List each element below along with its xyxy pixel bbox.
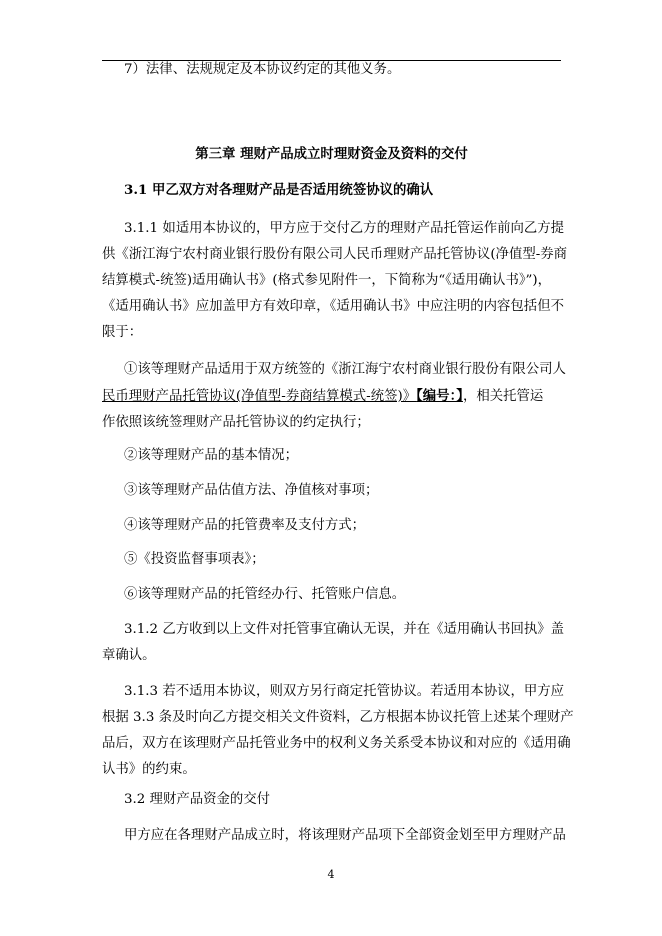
page-number: 4 [327, 868, 335, 881]
paragraph-3-2: 甲方应在各理财产品成立时，将该理财产品项下全部资金划至甲方理财产品 [124, 828, 566, 843]
list-item-1 [102, 357, 566, 436]
paragraph-3-1-3 [102, 679, 574, 783]
paragraph-line: 3.1.3 若不适用本协议，则双方另行商定托管协议。若适用本协议，甲方应 [124, 684, 565, 699]
agreement-number: 【编号：】 [416, 388, 463, 404]
paragraph-3-1-2 [102, 617, 565, 669]
paragraph-line: 品后，双方在该理财产品托管业务中的权利义务关系受本协议和对应的《适用确 [102, 736, 571, 751]
paragraph-line: 根据 3.3 条及时向乙方提交相关文件资料，乙方根据本协议托管上述某个理财产 [102, 710, 574, 725]
paragraph-line: 3.1.2 乙方收到以上文件对托管事宜确认无误，并在《适用确认书回执》盖 [124, 622, 565, 637]
agreement-title: 民币理财产品托管协议(净值型-券商结算模式-统签)》 [102, 389, 417, 404]
paragraph-line: 3.1.1 如适用本协议的，甲方应于交付乙方的理财产品托管运作前向乙方提 [124, 221, 565, 236]
paragraph-3-1-1 [102, 216, 568, 346]
list-item-2: ②该等理财产品的基本情况； [124, 448, 299, 463]
item-7: 7）法律、法规规定及本协议约定的其他义务。 [124, 62, 401, 77]
paragraph-line: 结算模式-统签)适用确认书》(格式参见附件一，下简称为“《适用确认书》”)， [102, 273, 551, 288]
paragraph-line: 限于： [102, 325, 143, 340]
list-item-5: ⑤《投资监督事项表》； [124, 552, 265, 567]
paragraph-line: 章确认。 [102, 648, 156, 663]
paragraph-line: ①该等理财产品适用于双方统签的《浙江海宁农村商业银行股份有限公司人 [124, 362, 566, 377]
paragraph-line: 认书》的约束。 [102, 762, 196, 777]
section-3-2-heading: 3.2 理财产品资金的交付 [124, 792, 271, 807]
chapter-title: 第三章 理财产品成立时理财资金及资料的交付 [195, 146, 468, 162]
paragraph-line: 作依照该统签理财产品托管协议的约定执行； [102, 415, 370, 430]
paragraph-fragment: ，相关托管运 [462, 389, 544, 404]
paragraph-line [102, 383, 561, 410]
list-item-6: ⑥该等理财产品的托管经办行、托管账户信息。 [124, 587, 406, 602]
section-3-1-heading: 3.1 甲乙双方对各理财产品是否适用统签协议的确认 [124, 182, 434, 198]
list-item-4: ④该等理财产品的托管费率及支付方式； [124, 518, 366, 533]
paragraph-line: 《适用确认书》应加盖甲方有效印章，《适用确认书》中应注明的内容包括但不 [102, 299, 564, 314]
paragraph-line: 供《浙江海宁农村商业银行股份有限公司人民币理财产品托管协议(净值型-券商 [102, 247, 568, 262]
list-item-3: ③该等理财产品估值方法、净值核对事项； [124, 483, 379, 498]
